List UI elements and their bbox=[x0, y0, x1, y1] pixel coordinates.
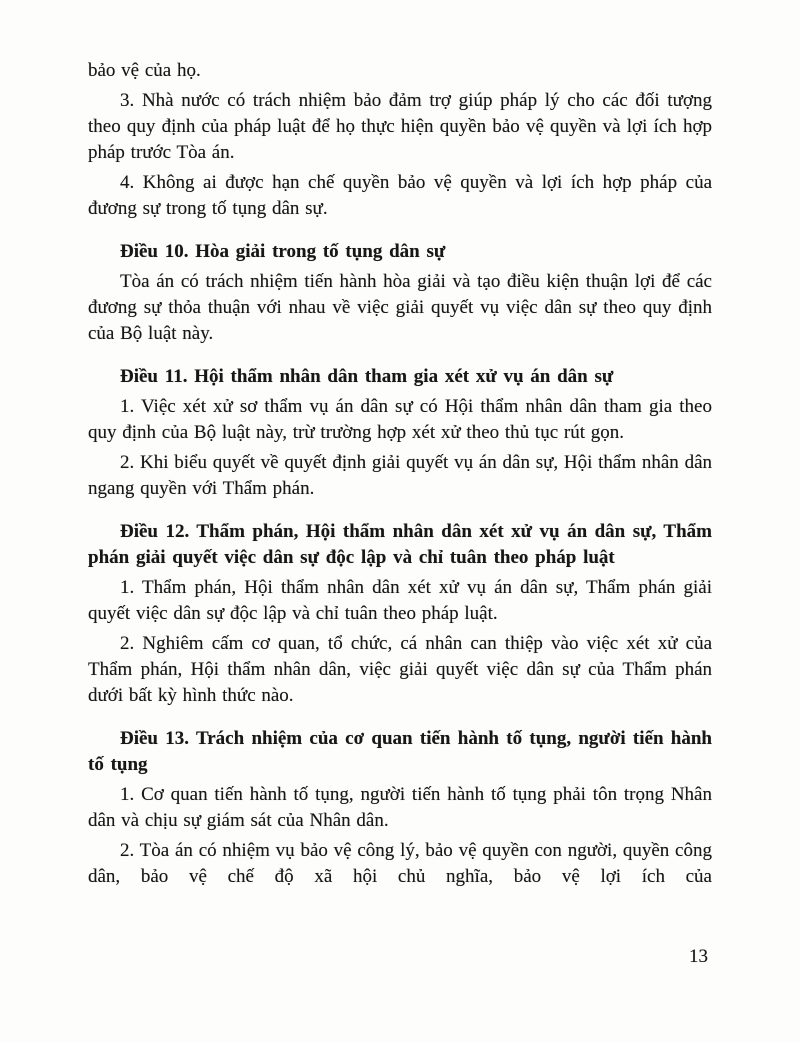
article-13-clause-1: 1. Cơ quan tiến hành tố tụng, người tiến hành tố tụng phải tôn trọng Nhân dân và chịu sự giám sát của Nhân dân. bbox=[88, 784, 712, 831]
paragraph-continuation: bảo vệ của họ. bbox=[88, 60, 201, 81]
article-13-heading: Điều 13. Trách nhiệm của cơ quan tiến hành tố tụng, người tiến hành tố tụng bbox=[88, 728, 712, 775]
article-10-heading: Điều 10. Hòa giải trong tố tụng dân sự bbox=[120, 241, 446, 262]
article-12-clause-1: 1. Thẩm phán, Hội thẩm nhân dân xét xử vụ án dân sự, Thẩm phán giải quyết việc dân sự độc lập và chỉ tuân theo pháp luật. bbox=[88, 577, 712, 624]
paragraph-clause-4: 4. Không ai được hạn chế quyền bảo vệ quyền và lợi ích hợp pháp của đương sự trong tố tụng dân sự. bbox=[88, 172, 712, 219]
article-12-clause-2: 2. Nghiêm cấm cơ quan, tổ chức, cá nhân can thiệp vào việc xét xử của Thẩm phán, Hội thẩm nhân dân, việc giải quyết việc dân sự của Thẩm phán dưới bất kỳ hình thức nào. bbox=[88, 633, 712, 706]
article-11-clause-1: 1. Việc xét xử sơ thẩm vụ án dân sự có Hội thẩm nhân dân tham gia theo quy định của Bộ luật này, trừ trường hợp xét xử theo thủ tục rút gọn. bbox=[88, 396, 712, 443]
article-12-heading: Điều 12. Thẩm phán, Hội thẩm nhân dân xét xử vụ án dân sự, Thẩm phán giải quyết việc dân sự độc lập và chỉ tuân theo pháp luật bbox=[88, 521, 712, 568]
paragraph-clause-3: 3. Nhà nước có trách nhiệm bảo đảm trợ giúp pháp lý cho các đối tượng theo quy định của pháp luật để họ thực hiện quyền bảo vệ quyền và lợi ích hợp pháp trước Tòa án. bbox=[88, 90, 712, 163]
article-13-clause-2: 2. Tòa án có nhiệm vụ bảo vệ công lý, bảo vệ quyền con người, quyền công dân, bảo vệ chế độ xã hội chủ nghĩa, bảo vệ lợi ích của bbox=[88, 840, 712, 887]
article-10-paragraph: Tòa án có trách nhiệm tiến hành hòa giải và tạo điều kiện thuận lợi để các đương sự thỏa thuận với nhau về việc giải quyết vụ việc dân sự theo quy định của Bộ luật này. bbox=[88, 271, 712, 344]
article-11-heading: Điều 11. Hội thẩm nhân dân tham gia xét xử vụ án dân sự bbox=[120, 366, 614, 387]
article-11-clause-2: 2. Khi biểu quyết về quyết định giải quyết vụ án dân sự, Hội thẩm nhân dân ngang quyền với Thẩm phán. bbox=[88, 452, 712, 499]
page-number: 13 bbox=[689, 946, 708, 967]
